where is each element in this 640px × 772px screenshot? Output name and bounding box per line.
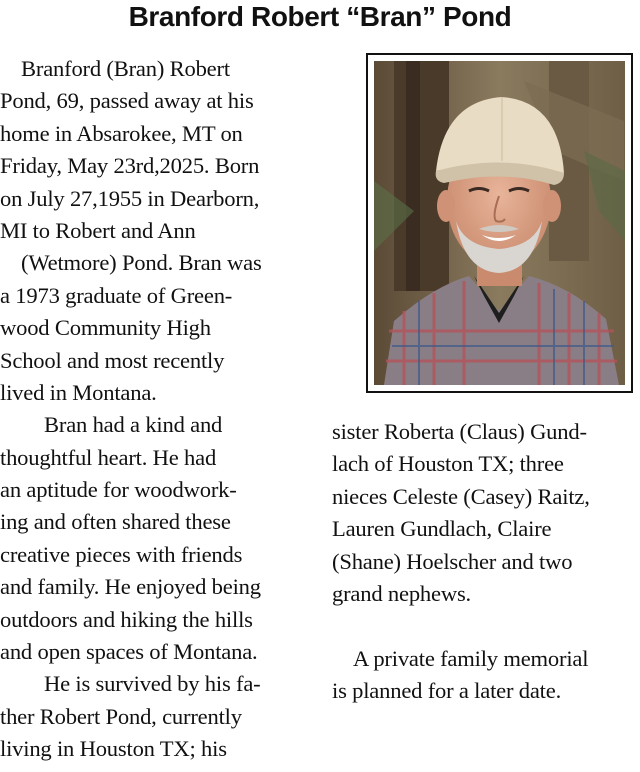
text-line: Bran had a kind and [44,412,223,438]
text-line: ing and often shared these [0,509,231,535]
text-line: Branford (Bran) Robert [21,56,230,81]
text-line: lived in Montana. [0,379,157,405]
text-line: Lauren Gundlach, Claire [332,516,552,542]
portrait-photo [366,53,633,393]
text-line: Pond, 69, passed away at his [0,88,254,114]
text-line: lach of Houston TX; three [332,451,564,477]
blank-line [332,610,640,642]
text-line: A private family memorial [353,645,589,671]
text-line: He is survived by his fa- [44,671,261,697]
portrait-image [374,61,625,385]
text-line: outdoors and hiking the hills [0,606,253,632]
text-line: ther Robert Pond, currently [0,703,242,729]
text-line: (Wetmore) Pond. Bran was [21,250,262,276]
text-line: creative pieces with friends [0,541,243,567]
text-line: home in Absarokee, MT on [0,120,243,146]
text-line: and open spaces of Montana. [0,639,258,665]
text-line: sister Roberta (Claus) Gund- [332,419,587,444]
text-line: (Shane) Hoelscher and two [332,548,573,574]
text-line: grand nephews. [332,580,471,606]
text-line: and family. He enjoyed being [0,574,261,600]
text-line: wood Community High [0,315,211,341]
text-line: living in Houston TX; his [0,736,227,762]
text-line: a 1973 graduate of Green- [0,282,233,308]
text-line: School and most recently [0,347,225,373]
text-line: MI to Robert and Ann [0,217,196,243]
left-column [0,53,318,766]
text-line: Friday, May 23rd,2025. Born [0,153,260,179]
obituary-title: Branford Robert “Bran” Pond [128,1,512,32]
text-line: an aptitude for woodwork- [0,477,237,503]
text-line: thoughtful heart. He had [0,444,217,470]
text-line: nieces Celeste (Casey) Raitz, [332,483,590,509]
text-line: is planned for a later date. [332,678,562,704]
text-line: on July 27,1955 in Dearborn, [0,185,260,211]
right-column [332,416,640,708]
